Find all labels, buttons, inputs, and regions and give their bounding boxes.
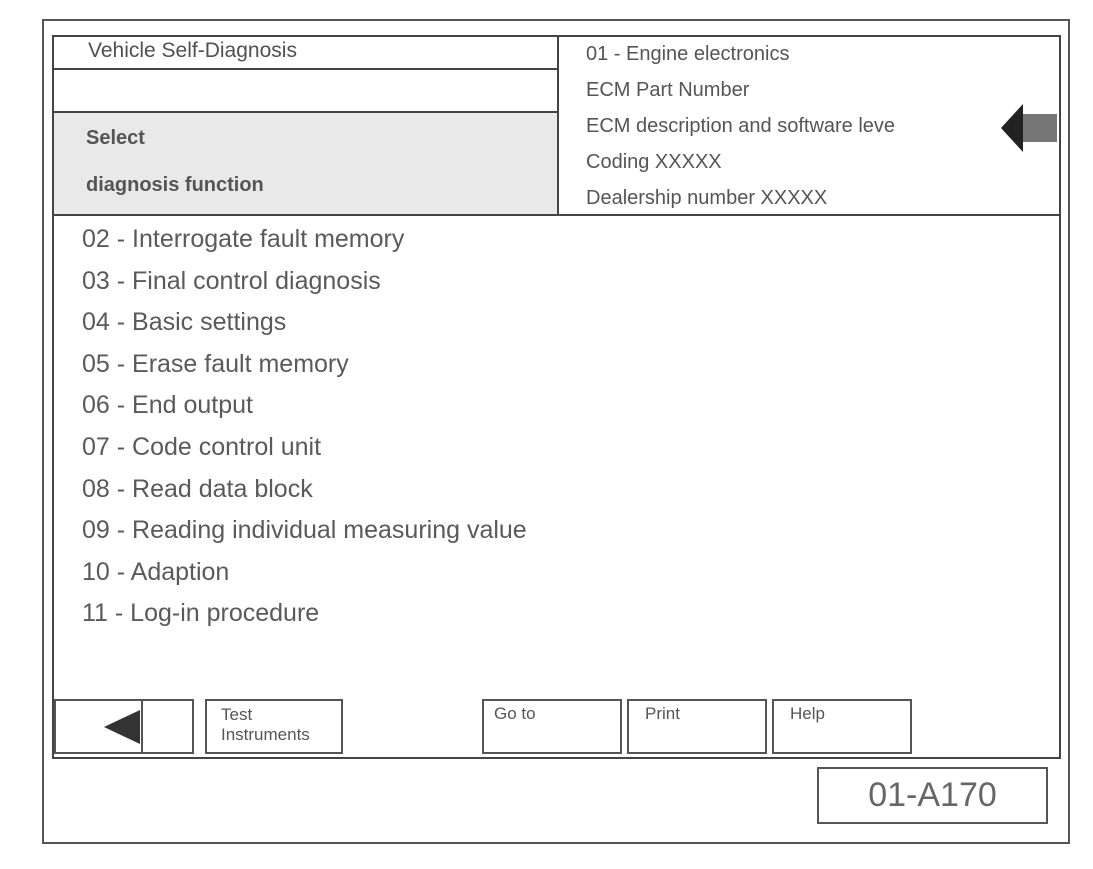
header-blank-row <box>54 70 559 113</box>
control-unit-info-panel <box>559 37 1059 216</box>
menu-item-log-in-procedure[interactable]: 11 - Log-in procedure <box>82 599 320 628</box>
test-instruments-label-line1: Test <box>221 705 253 724</box>
menu-item-end-output[interactable]: 06 - End output <box>82 391 253 420</box>
diagnosis-function-menu <box>82 222 527 638</box>
figure-reference-label: 01-A170 <box>817 767 1048 824</box>
screen-title: Vehicle Self-Diagnosis <box>54 37 559 70</box>
menu-item-interrogate-fault-memory[interactable]: 02 - Interrogate fault memory <box>82 225 405 253</box>
menu-item-code-control-unit[interactable]: 07 - Code control unit <box>82 432 322 461</box>
menu-item-final-control-diagnosis[interactable]: 03 - Final control diagnosis <box>82 266 381 295</box>
prompt-line-1: Select <box>86 127 145 149</box>
test-instruments-button[interactable] <box>205 699 343 754</box>
go-to-button[interactable]: Go to <box>482 699 622 754</box>
back-button[interactable] <box>54 699 194 754</box>
help-button[interactable]: Help <box>772 699 912 754</box>
info-ecm-part-number: ECM Part Number <box>586 79 750 101</box>
print-button[interactable]: Print <box>627 699 767 754</box>
info-coding: Coding XXXXX <box>586 151 722 173</box>
prompt-line-2: diagnosis function <box>86 174 264 196</box>
select-prompt <box>54 113 559 216</box>
left-triangle-icon <box>104 710 140 744</box>
test-instruments-label-line2: Instruments <box>221 725 310 744</box>
back-button-divider <box>141 701 143 752</box>
left-arrow-pointer-icon <box>999 100 1059 156</box>
menu-item-basic-settings[interactable]: 04 - Basic settings <box>82 308 287 337</box>
menu-item-adaption[interactable]: 10 - Adaption <box>82 557 230 586</box>
info-ecm-description: ECM description and software leve <box>586 115 896 137</box>
button-row-divider <box>54 757 1059 759</box>
info-dealership-number: Dealership number XXXXX <box>586 187 828 209</box>
menu-item-reading-individual-measuring-value[interactable]: 09 - Reading individual measuring value <box>82 516 527 545</box>
menu-item-read-data-block[interactable]: 08 - Read data block <box>82 474 313 503</box>
info-engine-electronics: 01 - Engine electronics <box>586 43 790 65</box>
menu-item-erase-fault-memory[interactable]: 05 - Erase fault memory <box>82 349 349 378</box>
